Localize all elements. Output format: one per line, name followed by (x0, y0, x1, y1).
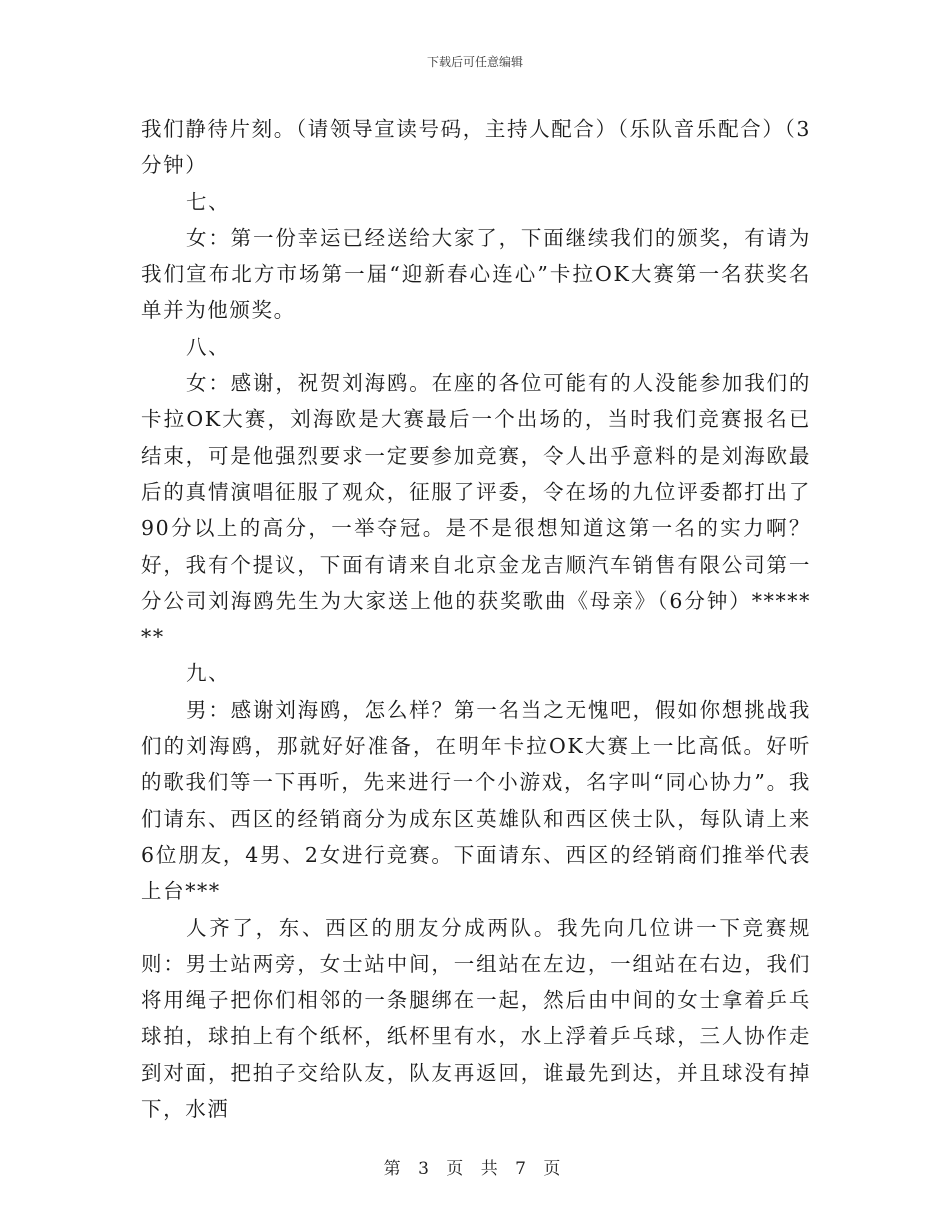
page-number: 第 3 页 共 7 页 (383, 1159, 567, 1179)
paragraph: 我们静待片刻。（请领导宣读号码，主持人配合）（乐队音乐配合）（3分钟） (141, 117, 811, 178)
document-body (141, 111, 811, 1127)
section-heading: 九、 (186, 661, 231, 686)
paragraph: 男：感谢刘海鸥，怎么样？第一名当之无愧吧，假如你想挑战我们的刘海鸥，那就好好准备，在明年卡拉OK大赛上一比高低。好听的歌我们等一下再听，先来进行一个小游戏，名字叫“同心协力”。我们请东、西区的经销商分为成东区英雄队和西区侠士队，每队请上来6位朋友，4男、2女进行竞赛。下面请东、西区的经销商们推举代表上台*** (141, 697, 811, 904)
section-heading: 七、 (186, 189, 231, 214)
paragraph: 人齐了，东、西区的朋友分成两队。我先向几位讲一下竞赛规则：男士站两旁，女士站中间，一组站在左边，一组站在右边，我们将用绳子把你们相邻的一条腿绑在一起，然后由中间的女士拿着乒乓球拍，球拍上有个纸杯，纸杯里有水，水上浮着乒乓球，三人协作走到对面，把拍子交给队友，队友再返回，谁最先到达，并且球没有掉下，水洒 (141, 915, 811, 1122)
header-note: 下载后可任意编辑 (426, 55, 523, 69)
paragraph: 女：第一份幸运已经送给大家了，下面继续我们的颁奖，有请为我们宣布北方市场第一届“迎新春心连心”卡拉OK大赛第一名获奖名单并为他颁奖。 (141, 225, 811, 323)
section-heading: 八、 (186, 334, 231, 359)
paragraph: 女：感谢，祝贺刘海鸥。在座的各位可能有的人没能参加我们的卡拉OK大赛，刘海欧是大赛最后一个出场的，当时我们竞赛报名已结束，可是他强烈要求一定要参加竞赛，令人出乎意料的是刘海欧最后的真情演唱征服了观众，征服了评委，令在场的九位评委都打出了90分以上的高分，一举夺冠。是不是很想知道这第一名的实力啊？好，我有个提议，下面有请来自北京金龙吉顺汽车销售有限公司第一分公司刘海鸥先生为大家送上他的获奖歌曲《母亲》（6分钟）******* (141, 371, 811, 650)
